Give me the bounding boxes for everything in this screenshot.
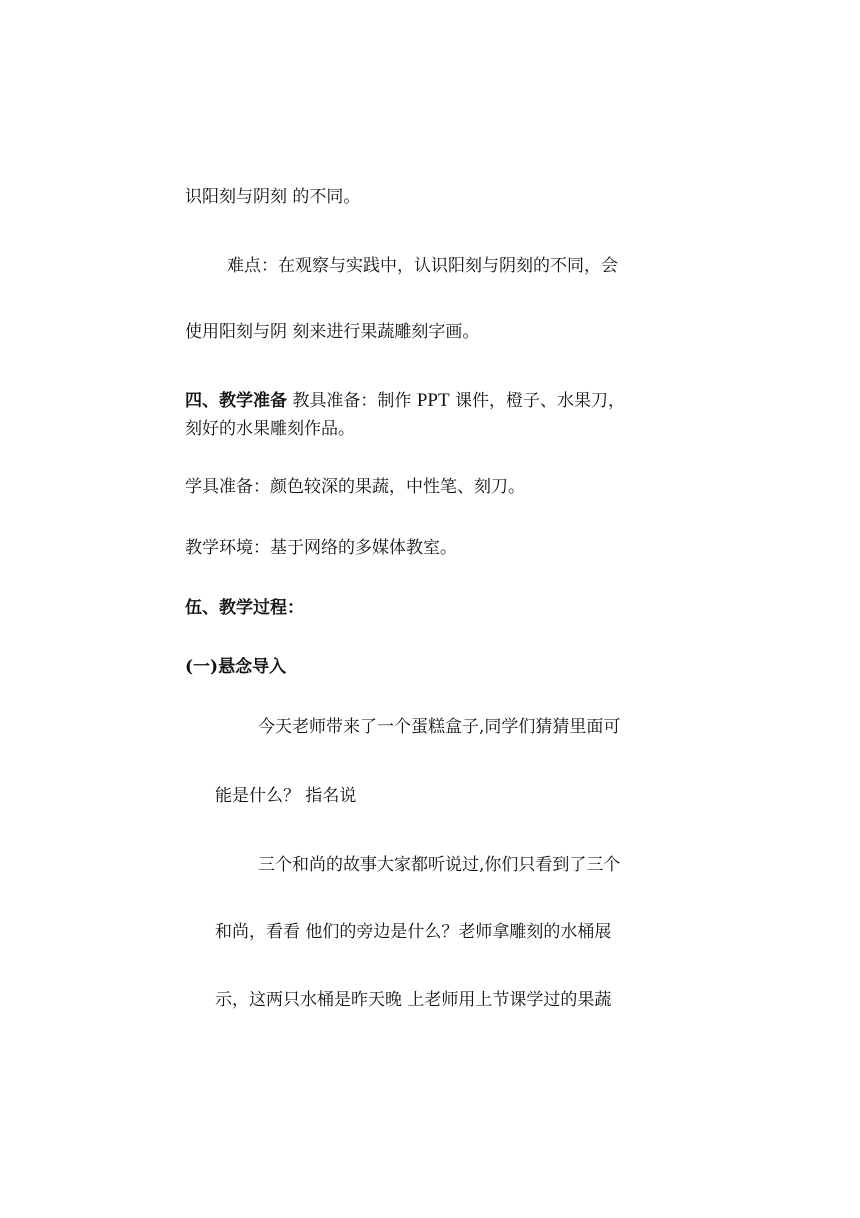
text-line: 今天老师带来了一个蛋糕盒子,同学们猜猜里面可 (258, 717, 621, 737)
text-segment: 课件，橙子、水果刀， (449, 391, 625, 411)
text-line: 示，这两只水桶是昨天晚 上老师用上节课学过的果蔬 (215, 990, 612, 1010)
text-line: 使用阳刻与阴 刻来进行果蔬雕刻字画。 (185, 322, 480, 342)
text-line: 能是什么？ 指名说 (215, 786, 357, 806)
section-4-line (185, 390, 625, 412)
text-line: 刻好的水果雕刻作品。 (185, 419, 355, 439)
text-line: 学具准备：颜色较深的果蔬，中性笔、刻刀。 (185, 477, 525, 497)
text-line: 难点：在观察与实践中，认识阳刻与阴刻的不同，会 (227, 256, 618, 276)
text-line: 和尚，看看 他们的旁边是什么？老师拿雕刻的水桶展 (215, 922, 612, 942)
text-line: 三个和尚的故事大家都听说过,你们只看到了三个 (258, 855, 621, 875)
section-heading: 四、教学准备 (185, 391, 287, 411)
section-heading: 伍、教学过程： (185, 598, 304, 618)
text-line: 识阳刻与阴刻 的不同。 (185, 187, 361, 207)
text-segment: 教具准备：制作 (287, 391, 417, 411)
subsection-heading: (一)悬念导入 (185, 657, 287, 677)
text-segment: PPT (416, 390, 450, 411)
text-line: 教学环境：基于网络的多媒体教室。 (185, 538, 457, 558)
